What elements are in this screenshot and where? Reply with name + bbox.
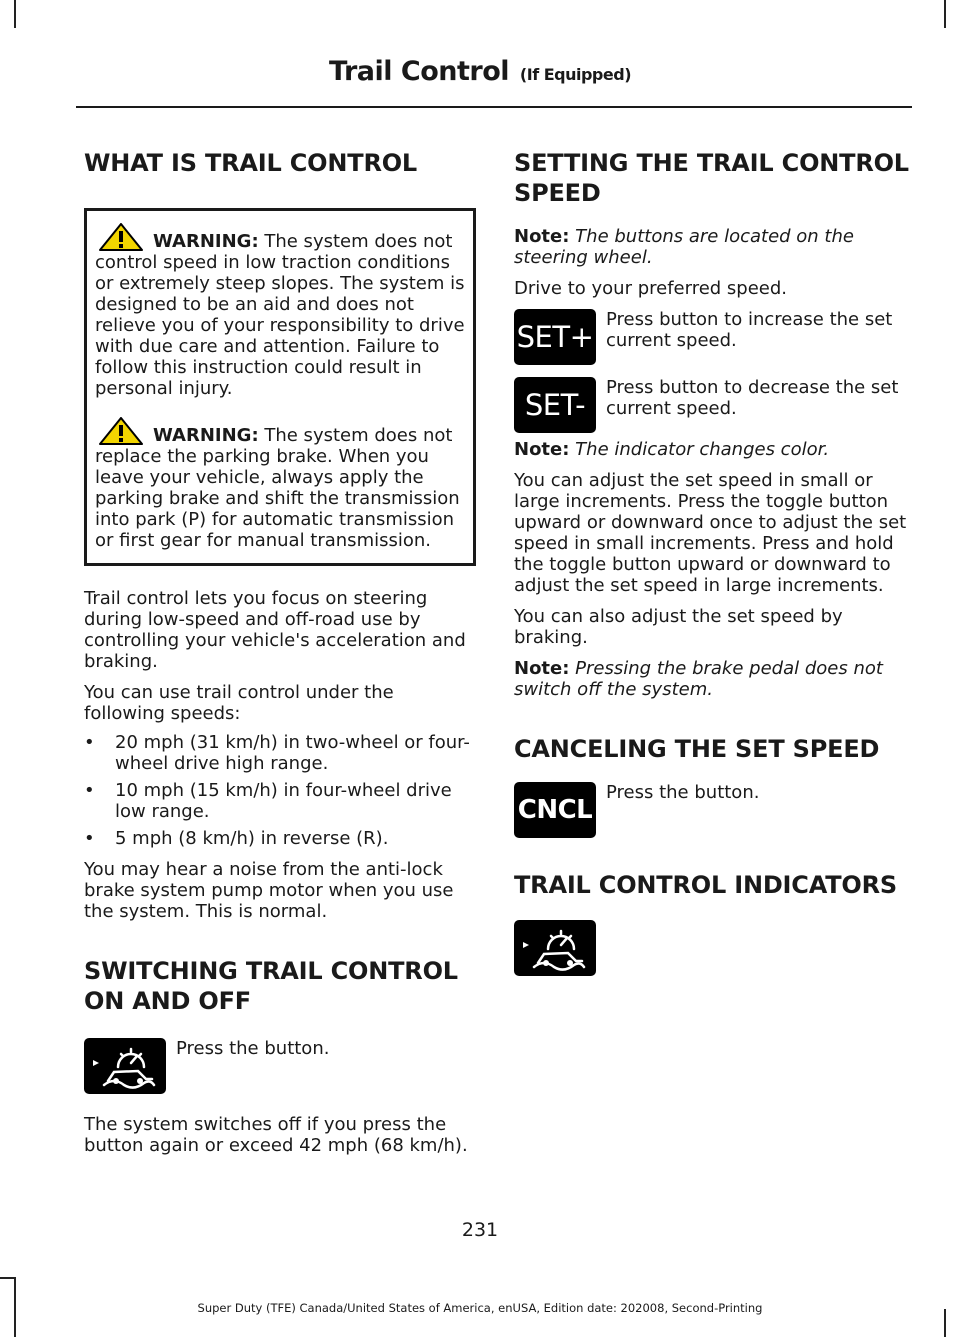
section-heading-setting-speed: SETTING THE TRAIL CONTROL SPEED xyxy=(514,149,909,207)
list-item-text: 5 mph (8 km/h) in reverse (R). xyxy=(115,828,389,849)
section-heading-on-off: SWITCHING TRAIL CONTROL ON AND OFF xyxy=(84,957,458,1015)
cncl-button xyxy=(514,782,596,838)
set-minus-instruction: Press button to decrease the set current speed. xyxy=(606,377,899,419)
warning-2 xyxy=(95,417,465,551)
chapter-title: Trail Control xyxy=(329,56,510,87)
crop-mark xyxy=(0,1277,14,1279)
list-item-text: 10 mph (15 km/h) in four-wheel drive low range. xyxy=(115,780,452,822)
speeds-intro-paragraph: You can use trail control under the following speeds: xyxy=(84,682,394,724)
cancel-instruction: Press the button. xyxy=(606,782,760,803)
set-plus-instruction: Press button to increase the set current speed. xyxy=(606,309,893,351)
cncl-label: CNCL xyxy=(517,795,593,825)
note-text: The buttons are located on the steering wheel. xyxy=(514,226,854,268)
page-header xyxy=(0,56,960,92)
list-item xyxy=(84,732,474,774)
warning-label: WARNING: xyxy=(153,231,259,252)
left-column xyxy=(84,148,474,1156)
set-minus-button xyxy=(514,377,596,433)
set-plus-row xyxy=(514,309,910,365)
braking-paragraph: You can also adjust the set speed by braking. xyxy=(514,606,843,648)
bullet: • xyxy=(84,732,95,753)
trail-control-indicator xyxy=(514,920,596,976)
set-plus-button xyxy=(514,309,596,365)
abs-noise-paragraph: You may hear a noise from the anti-lock brake system pump motor when you use the system. This is normal. xyxy=(84,859,454,922)
right-column xyxy=(514,148,910,976)
warning-label: WARNING: xyxy=(153,425,259,446)
set-minus-label: SET- xyxy=(524,388,586,422)
warning-1 xyxy=(95,223,465,399)
page-number: 231 xyxy=(461,1219,499,1241)
section-heading-canceling: CANCELING THE SET SPEED xyxy=(514,735,880,763)
note-label: Note: xyxy=(514,439,570,460)
note-label: Note: xyxy=(514,658,570,679)
cancel-row xyxy=(514,782,910,838)
increments-paragraph: You can adjust the set speed in small or large increments. Press the toggle button upward or downward once to adjust the set speed in small increments. Press and hold the toggle button upward or downward to adjust the set speed in large increments. xyxy=(514,470,907,596)
trail-control-icon xyxy=(90,1041,160,1091)
on-off-instruction: Press the button. xyxy=(176,1038,330,1059)
bullet: • xyxy=(84,780,95,801)
note-brake-pedal xyxy=(514,658,910,700)
note-indicator-color xyxy=(514,439,910,460)
crop-mark xyxy=(14,0,16,28)
edition-footer: Super Duty (TFE) Canada/United States of America, enUSA, Edition date: 202008, Second-Printing xyxy=(197,1301,763,1315)
on-off-button-row xyxy=(84,1038,474,1094)
note-text: The indicator changes color. xyxy=(569,439,830,460)
speed-list xyxy=(84,732,474,849)
note-label: Note: xyxy=(514,226,570,247)
warning-box xyxy=(84,208,476,566)
trail-control-button xyxy=(84,1038,166,1094)
warning-text: The system does not replace the parking brake. When you leave your vehicle, always apply the parking brake and shift the transmission into park (P) for automatic transmission or first gear for manual transmission. xyxy=(95,425,460,551)
list-item xyxy=(84,828,474,849)
list-item-text: 20 mph (31 km/h) in two-wheel or four-wheel drive high range. xyxy=(115,732,470,774)
crop-mark xyxy=(944,0,946,28)
warning-triangle-icon xyxy=(99,417,143,445)
set-minus-row xyxy=(514,377,910,433)
warning-triangle-icon xyxy=(99,223,143,251)
note-text: Pressing the brake pedal does not switch off the system. xyxy=(514,658,883,700)
switch-off-paragraph: The system switches off if you press the button again or exceed 42 mph (68 km/h). xyxy=(84,1114,468,1156)
bullet: • xyxy=(84,828,95,849)
indicator-row xyxy=(514,920,910,976)
note-buttons-location xyxy=(514,226,910,268)
header-rule xyxy=(76,106,912,108)
chapter-title-suffix: (If Equipped) xyxy=(519,65,631,84)
trail-control-icon xyxy=(520,923,590,973)
section-heading-indicators: TRAIL CONTROL INDICATORS xyxy=(514,871,897,899)
set-plus-label: SET+ xyxy=(516,320,594,354)
crop-mark xyxy=(0,0,2,1337)
warning-text: The system does not control speed in low traction conditions or extremely steep slopes. The system is designed to be an aid and does not relieve you of your responsibility to drive with due care and attention. Failure to follow this instruction could result in personal injury. xyxy=(95,231,465,399)
section-heading-what-is: WHAT IS TRAIL CONTROL xyxy=(84,149,418,177)
list-item xyxy=(84,780,474,822)
intro-paragraph: Trail control lets you focus on steering during low-speed and off-road use by controlling your vehicle's acceleration and braking. xyxy=(84,588,466,672)
drive-paragraph: Drive to your preferred speed. xyxy=(514,278,788,299)
